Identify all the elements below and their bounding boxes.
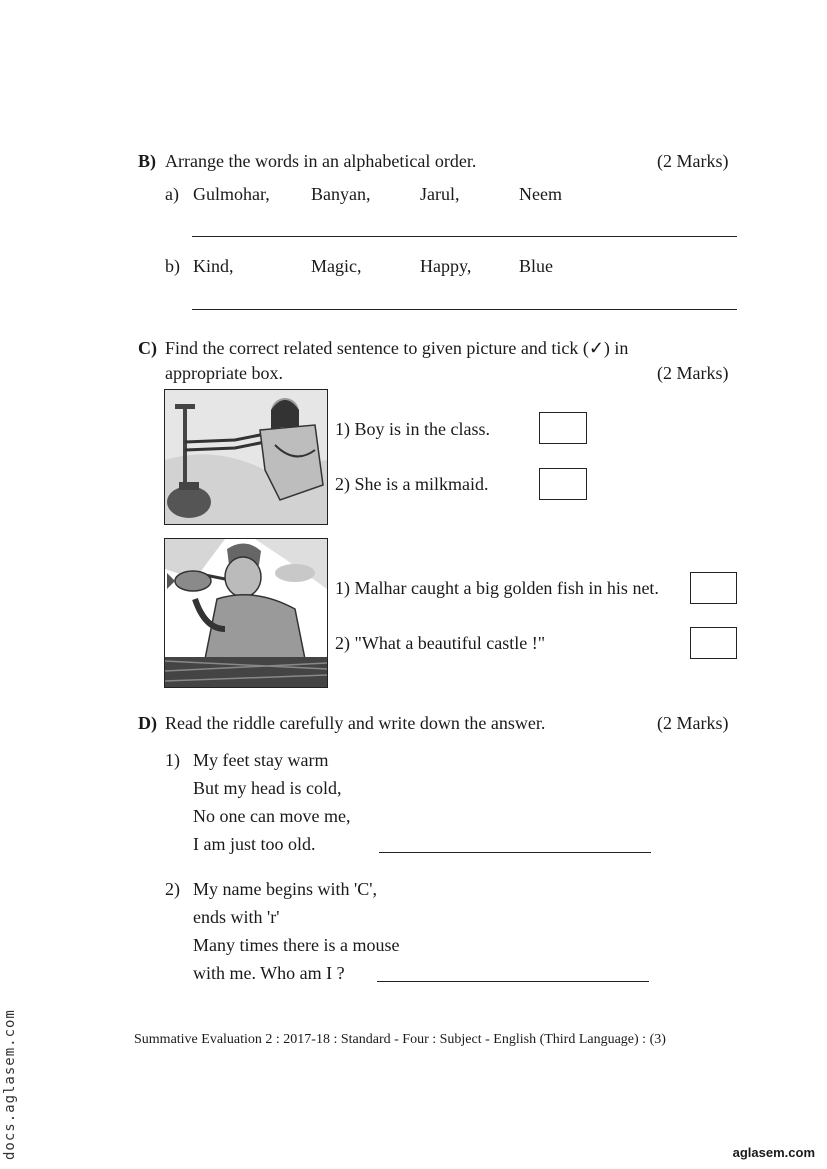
fisherman-picture <box>164 538 328 688</box>
picture2-option2: 2) "What a beautiful castle !" <box>335 633 546 653</box>
answer-line-b[interactable] <box>192 309 737 310</box>
word: Jarul, <box>420 184 460 204</box>
milkmaid-picture <box>164 389 328 525</box>
riddle-line: My feet stay warm <box>193 750 329 770</box>
word: Happy, <box>420 256 472 276</box>
picture2-option1: 1) Malhar caught a big golden fish in his net. <box>335 578 659 598</box>
riddle2-answer-line[interactable] <box>377 981 649 982</box>
section-d-label: D) <box>138 713 157 733</box>
section-b-instruction: Arrange the words in an alphabetical order. <box>165 151 477 171</box>
tick-box[interactable] <box>690 572 737 604</box>
word: Banyan, <box>311 184 371 204</box>
section-c-instruction-line2: appropriate box. <box>165 363 283 383</box>
section-c-label: C) <box>138 338 157 358</box>
side-watermark: docs.aglasem.com <box>2 1009 18 1160</box>
section-b-marks: (2 Marks) <box>657 151 729 171</box>
riddle-line: No one can move me, <box>193 806 351 826</box>
section-c-instruction-line1: Find the correct related sentence to given picture and tick (✓) in <box>165 338 629 358</box>
answer-line-a[interactable] <box>192 236 737 237</box>
riddle-line: My name begins with 'C', <box>193 879 377 899</box>
word: Kind, <box>193 256 234 276</box>
riddle-line: ends with 'r' <box>193 907 280 927</box>
section-d-instruction: Read the riddle carefully and write down the answer. <box>165 713 546 733</box>
tick-box[interactable] <box>690 627 737 659</box>
riddle1-answer-line[interactable] <box>379 852 651 853</box>
picture1-option1: 1) Boy is in the class. <box>335 419 490 439</box>
word: Magic, <box>311 256 362 276</box>
riddle-line: with me. Who am I ? <box>193 963 345 983</box>
word: Blue <box>519 256 553 276</box>
section-b-label: B) <box>138 151 156 171</box>
tick-box[interactable] <box>539 412 587 444</box>
item-b-label: b) <box>165 256 180 276</box>
picture1-option2: 2) She is a milkmaid. <box>335 474 489 494</box>
riddle-line: But my head is cold, <box>193 778 342 798</box>
tick-box[interactable] <box>539 468 587 500</box>
riddle2-number: 2) <box>165 879 180 899</box>
riddle1-number: 1) <box>165 750 180 770</box>
section-d-marks: (2 Marks) <box>657 713 729 733</box>
page-footer: Summative Evaluation 2 : 2017-18 : Standard - Four : Subject - English (Third Language) : (3) <box>134 1032 666 1047</box>
brand-logo: aglasem.com <box>732 1145 815 1160</box>
item-a-label: a) <box>165 184 179 204</box>
section-c-marks: (2 Marks) <box>657 363 729 383</box>
riddle-line: I am just too old. <box>193 834 316 854</box>
word: Neem <box>519 184 562 204</box>
riddle-line: Many times there is a mouse <box>193 935 400 955</box>
word: Gulmohar, <box>193 184 270 204</box>
